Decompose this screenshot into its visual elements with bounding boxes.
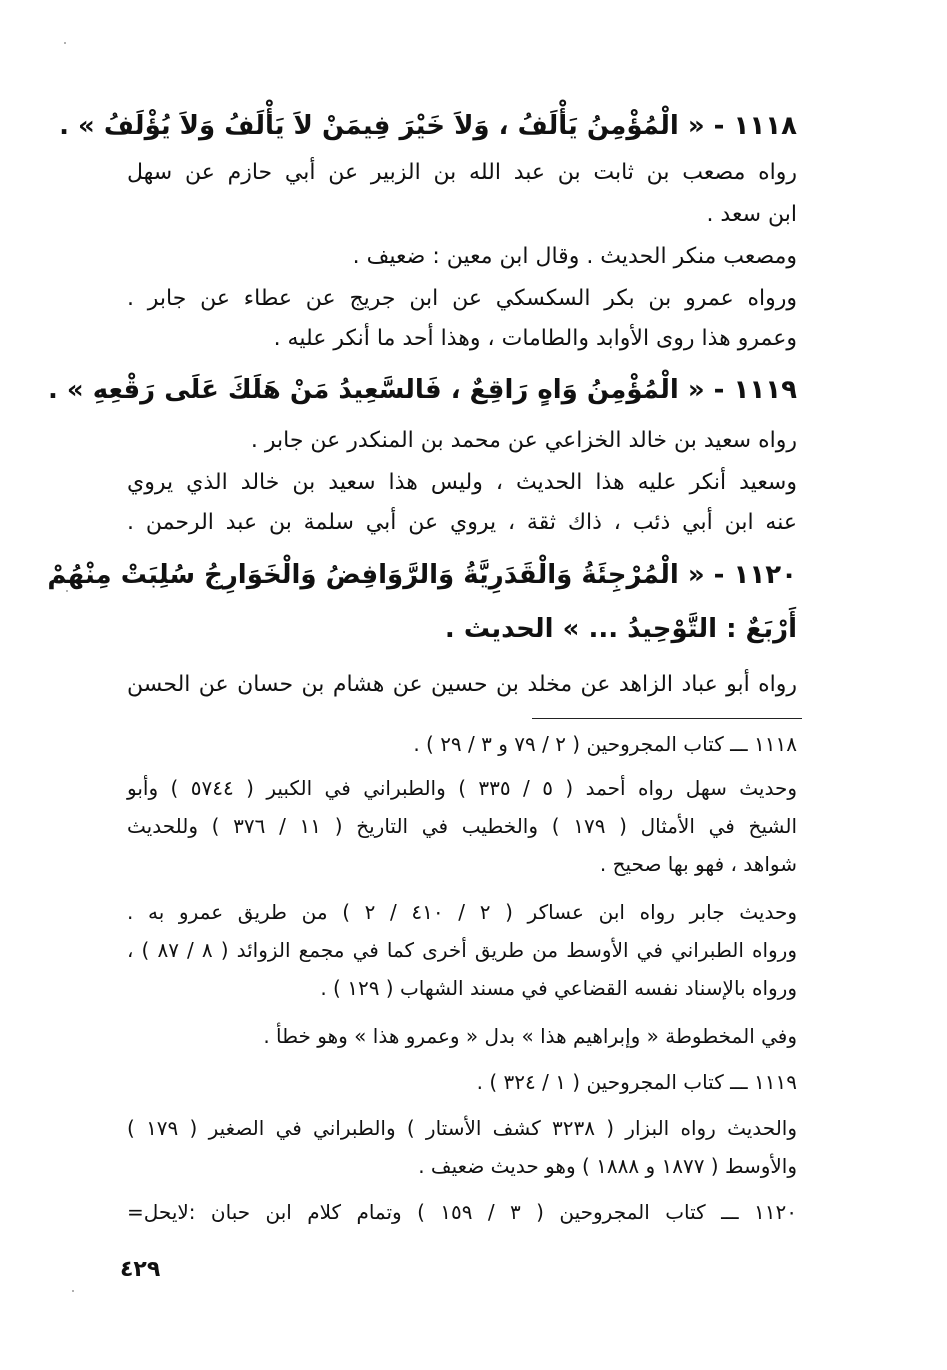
entry-heading-1118: ١١١٨ - « الْمُؤْمِنُ يَأْلَفُ ، وَلاَ خَيْرَ فِيمَنْ لاَ يَأْلَفُ وَلاَ يُؤْلَفُ » . [59, 111, 797, 141]
footnote-line: وحديث جابر رواه ابن عساكر ( ٢ / ٤١٠ / ٢ ) من طريق عمرو به . [127, 900, 798, 924]
entry-heading-1120-cont: أَرْبَعٌ : التَّوْحِيدُ ... » الحديث . [444, 614, 797, 644]
scan-speck [64, 42, 66, 44]
entry-heading-1119: ١١١٩ - « الْمُؤْمِنُ وَاهٍ رَاقِعٌ ، فَالسَّعِيدُ مَنْ هَلَكَ عَلَى رَقْعِهِ » . [47, 375, 797, 405]
entry-text-line: عنه ابن أبي ذئب ، ذاك ثقة ، يروي عن أبي سلمة بن عبد الرحمن . [127, 510, 797, 535]
entry-text-line: ورواه عمرو بن بكر السكسكي عن ابن جريج عن عطاء عن جابر . [127, 286, 797, 311]
footnote-line: ١١١٩ ـــ كتاب المجروحين ( ١ / ٣٢٤ ) . [476, 1070, 797, 1094]
entry-text-line: ابن سعد . [706, 202, 797, 227]
entry-heading-1120: ١١٢٠ - « الْمُرْجِئَةُ وَالْقَدَرِيَّةُ وَالرَّوَافِضُ وَالْخَوَارِجُ سُلِبَتْ مِنْهُمْ [47, 560, 797, 590]
footnote-line: ١١٢٠ ـــ كتاب المجروحين ( ٣ / ١٥٩ ) وتمام كلام ابن حبان :لايحل= [127, 1200, 798, 1224]
footnote-line: ورواه الطبراني في الأوسط من طريق أخرى كما في مجمع الزوائد ( ٨ / ٨٧ ) ، [127, 938, 797, 962]
footnote-line: شواهد ، فهو بها صحيح . [599, 852, 797, 876]
entry-text-line: رواه سعيد بن خالد الخزاعي عن محمد بن المنكدر عن جابر . [250, 428, 797, 453]
footnote-line: وحديث سهل رواه أحمد ( ٥ / ٣٣٥ ) والطبراني في الكبير ( ٥٧٤٤ ) وأبو [127, 776, 797, 800]
footnote-line: الشيخ في الأمثال ( ١٧٩ ) والخطيب في التاريخ ( ١١ / ٣٧٦ ) وللحديث [127, 814, 797, 838]
entry-text-line: وسعيد أنكر عليه هذا الحديث ، وليس هذا سعيد بن خالد الذي يروي [127, 470, 797, 495]
entry-text-line: رواه مصعب بن ثابت بن عبد الله بن الزبير عن أبي حازم عن سهل [127, 160, 797, 185]
scan-speck [72, 1290, 74, 1292]
footnote-line: ورواه بالإسناد نفسه القضاعي في مسند الشهاب ( ١٢٩ ) . [320, 976, 797, 1000]
entry-text-line: وعمرو هذا روى الأوابد والطامات ، وهذا أحد ما أنكر عليه . [273, 326, 797, 351]
scan-speck [66, 590, 68, 592]
entry-text-line: رواه أبو عباد الزاهد عن مخلد بن حسين عن هشام بن حسان عن الحسن [127, 672, 797, 697]
footnote-separator [532, 718, 802, 719]
entry-text-line: ومصعب منكر الحديث . وقال ابن معين : ضعيف . [352, 244, 797, 269]
footnote-line: وفي المخطوطة « وإبراهيم هذا » بدل « وعمرو هذا » وهو خطأ . [263, 1024, 797, 1048]
footnote-line: والحديث رواه البزار ( ٣٢٣٨ كشف الأستار ) والطبراني في الصغير ( ١٧٩ ) [127, 1116, 797, 1140]
footnote-line: ١١١٨ ـــ كتاب المجروحين ( ٢ / ٧٩ و ٣ / ٢٩ ) . [413, 732, 797, 756]
footnote-line: والأوسط ( ١٨٧٧ و ١٨٨٨ ) وهو حديث ضعيف . [418, 1154, 797, 1178]
page-number: ٤٢٩ [120, 1257, 161, 1282]
